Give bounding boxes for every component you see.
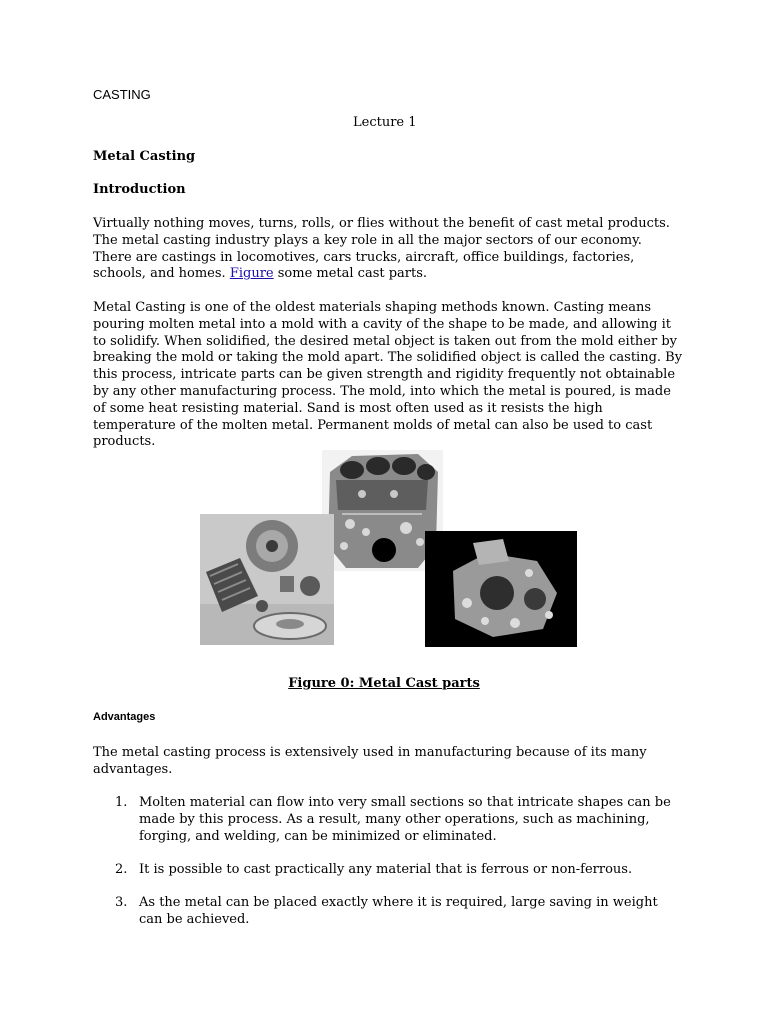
list-item [93, 795, 683, 845]
document-header: CASTING [93, 87, 151, 102]
lecture-label: Lecture 1 [353, 115, 417, 130]
list-number: 2. [115, 861, 128, 877]
list-item [93, 862, 683, 879]
advantages-intro: The metal casting process is extensively used in manufacturing because of its many advantages. [93, 745, 647, 777]
figure-caption: Figure 0: Metal Cast parts [288, 676, 480, 691]
introduction-heading: Introduction [93, 182, 186, 197]
brake-parts-photo [200, 514, 334, 645]
advantages-heading: Advantages [93, 711, 156, 723]
list-number: 1. [115, 795, 128, 810]
casting-paragraph: Metal Casting is one of the oldest materials shaping methods known. Casting means pouring molten metal into a mold with a cavity of the shape to be made, and allowing it to solidify. When solidified, the desired metal object is taken out from the mold either by breaking the mold or taking the mold apart. The solidified object is called the casting. By this process, intricate parts can be given strength and rigidity frequently not obtainable by any other manufacturing process. The mold, into which the metal is poured, is made of some heat resisting material. Sand is most often used as it resists the high temperature of the molten metal. Permanent molds of metal can also be used to cast products. [93, 300, 683, 450]
list-item [93, 895, 683, 929]
list-number: 3. [115, 895, 128, 911]
list-text: It is possible to cast practically any material that is ferrous or non-ferrous. [139, 861, 633, 877]
intro-text-tail: some metal cast parts. [273, 266, 428, 282]
gear-housing-photo [425, 531, 577, 647]
intro-text: Virtually nothing moves, turns, rolls, or flies without the benefit of cast metal products. The metal casting industry plays a key role in all the major sectors of our economy. There are castings in locomotives, cars trucks, aircraft, office buildings, factories, schools, and homes. [93, 216, 670, 282]
advantages-list [93, 795, 683, 946]
list-text: As the metal can be placed exactly where it is required, large saving in weight can be achieved. [139, 895, 658, 928]
figure-link[interactable]: Figure [229, 266, 274, 282]
list-text: Molten material can flow into very small sections so that intricate shapes can be made by this process. As a result, many other operations, such as machining, forging, and welding, can be minimized or eliminated. [139, 795, 671, 844]
introduction-paragraph [93, 216, 683, 283]
document-title: Metal Casting [93, 149, 196, 164]
